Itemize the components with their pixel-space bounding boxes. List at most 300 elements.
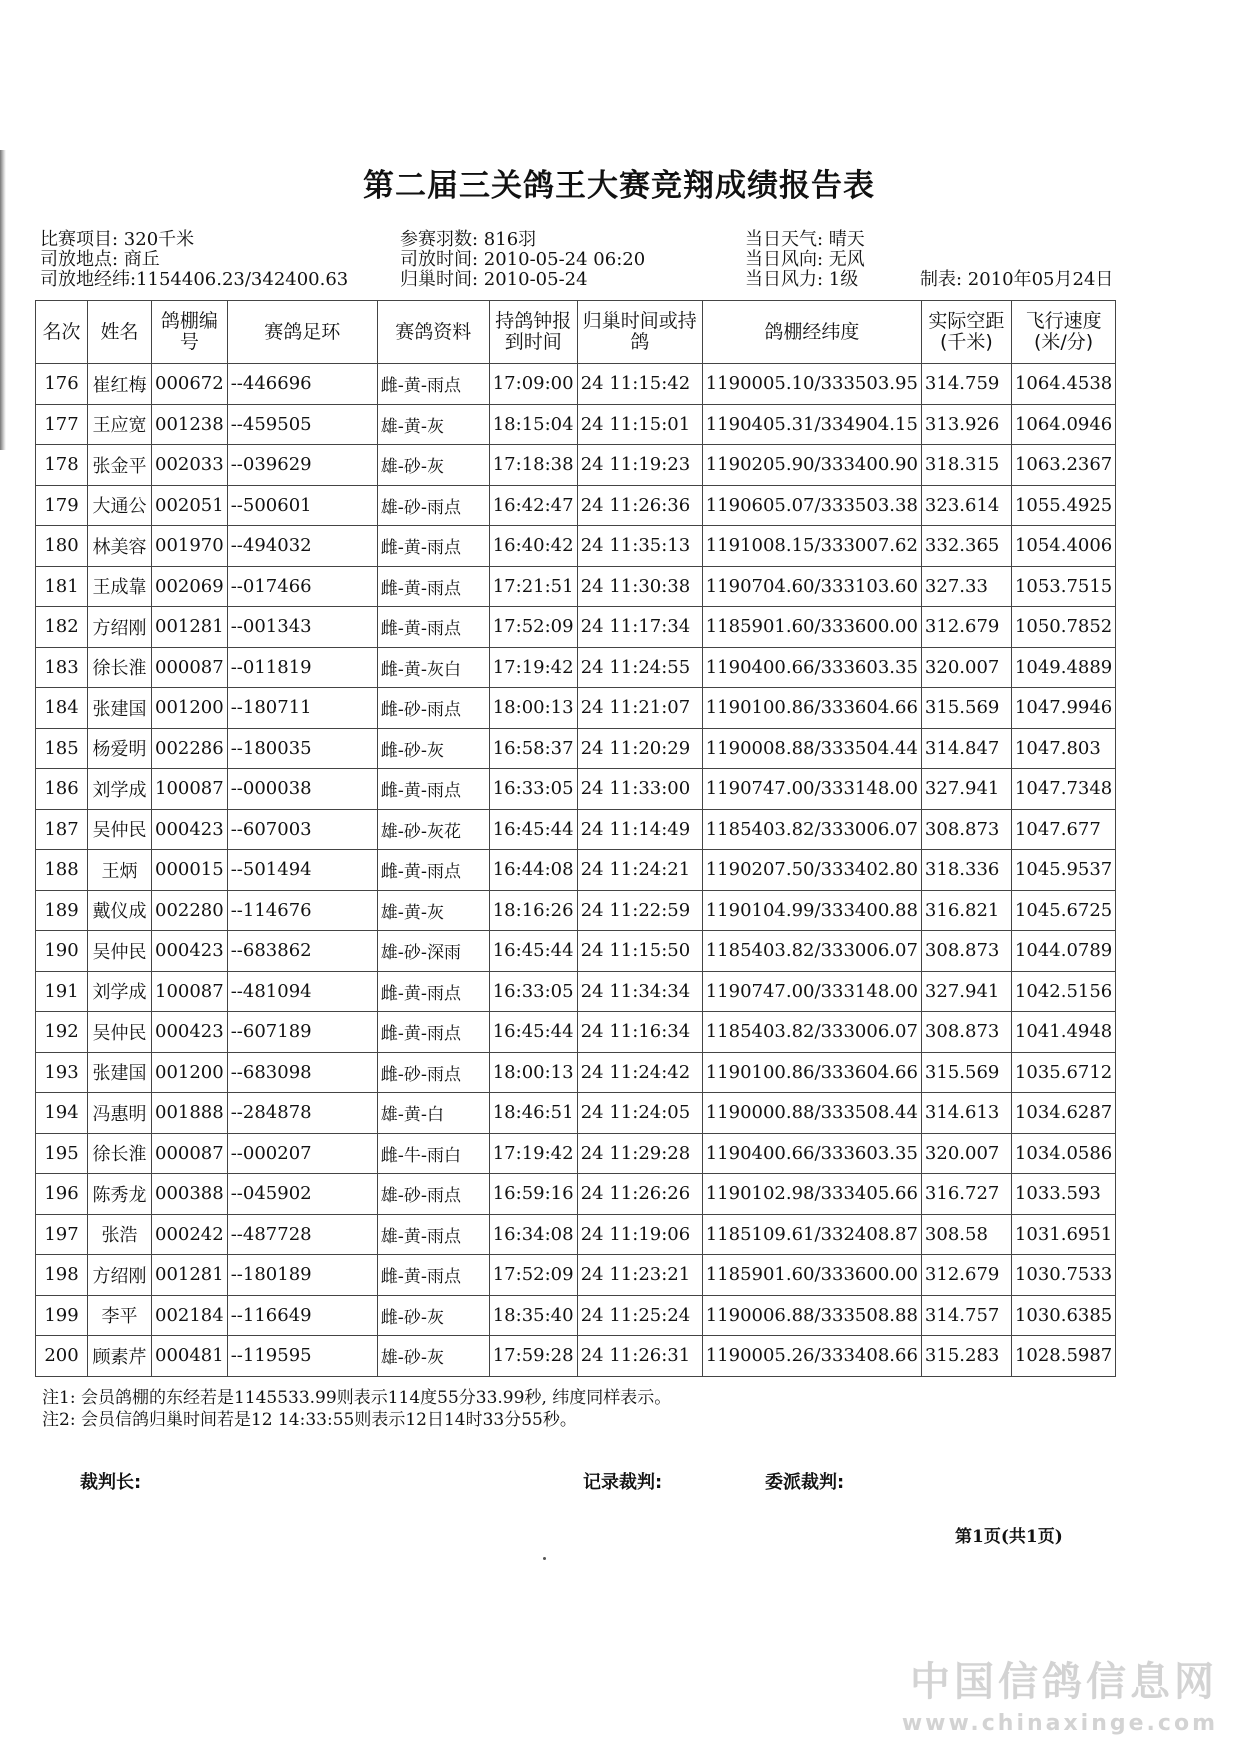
meta-entries: 参赛羽数: 816羽 <box>400 229 537 250</box>
notes <box>42 1387 671 1431</box>
return-time-cell: 24 11:24:05 <box>577 1093 702 1134</box>
pigeon-info-cell: 雌-黄-雨点 <box>377 566 489 607</box>
speed-cell: 1049.4889 <box>1011 647 1115 688</box>
table-row <box>36 1012 1116 1053</box>
ring-cell: --000207 <box>227 1133 377 1174</box>
distance-cell: 315.283 <box>921 1336 1011 1377</box>
distance-cell: 323.614 <box>921 485 1011 526</box>
return-time-cell: 24 11:19:06 <box>577 1214 702 1255</box>
rank-cell: 180 <box>36 526 88 567</box>
coords-cell: 1190747.00/333148.00 <box>702 769 921 810</box>
rank-cell: 181 <box>36 566 88 607</box>
coords-cell: 1191008.15/333007.62 <box>702 526 921 567</box>
ring-cell: --481094 <box>227 971 377 1012</box>
rank-cell: 189 <box>36 890 88 931</box>
loft-id-cell: 100087 <box>152 971 228 1012</box>
table-row <box>36 485 1116 526</box>
name-cell: 顾素芹 <box>88 1336 152 1377</box>
ring-cell: --180711 <box>227 688 377 729</box>
header-coords: 鸽棚经纬度 <box>702 301 921 364</box>
distance-cell: 315.569 <box>921 1052 1011 1093</box>
name-cell: 张金平 <box>88 445 152 486</box>
loft-id-cell: 002184 <box>152 1295 228 1336</box>
clock-time-cell: 17:21:51 <box>489 566 577 607</box>
table-row <box>36 364 1116 405</box>
speed-cell: 1045.6725 <box>1011 890 1115 931</box>
ring-cell: --114676 <box>227 890 377 931</box>
return-time-cell: 24 11:34:34 <box>577 971 702 1012</box>
rank-cell: 192 <box>36 1012 88 1053</box>
loft-id-cell: 000423 <box>152 931 228 972</box>
meta-event: 比赛项目: 320千米 <box>40 229 195 250</box>
distance-cell: 308.873 <box>921 1012 1011 1053</box>
rank-cell: 197 <box>36 1214 88 1255</box>
pigeon-info-cell: 雄-黄-灰 <box>377 890 489 931</box>
return-time-cell: 24 11:15:50 <box>577 931 702 972</box>
return-time-cell: 24 11:23:21 <box>577 1255 702 1296</box>
pigeon-info-cell: 雄-砂-灰花 <box>377 809 489 850</box>
name-cell: 大通公 <box>88 485 152 526</box>
rank-cell: 194 <box>36 1093 88 1134</box>
loft-id-cell: 000242 <box>152 1214 228 1255</box>
speed-cell: 1041.4948 <box>1011 1012 1115 1053</box>
loft-id-cell: 002033 <box>152 445 228 486</box>
distance-cell: 314.757 <box>921 1295 1011 1336</box>
loft-id-cell: 001281 <box>152 607 228 648</box>
distance-cell: 318.336 <box>921 850 1011 891</box>
return-time-cell: 24 11:30:38 <box>577 566 702 607</box>
clock-time-cell: 18:00:13 <box>489 1052 577 1093</box>
header-loft-id: 鸽棚编号 <box>152 301 228 364</box>
speed-cell: 1047.803 <box>1011 728 1115 769</box>
coords-cell: 1190006.88/333508.88 <box>702 1295 921 1336</box>
table-row <box>36 890 1116 931</box>
speed-cell: 1064.0946 <box>1011 404 1115 445</box>
name-cell: 陈秀龙 <box>88 1174 152 1215</box>
header-return-time: 归巢时间或持鸽 <box>577 301 702 364</box>
clock-time-cell: 16:33:05 <box>489 769 577 810</box>
name-cell: 徐长淮 <box>88 1133 152 1174</box>
rank-cell: 193 <box>36 1052 88 1093</box>
note-1: 注1: 会员鸽棚的东经若是1145533.99则表示114度55分33.99秒, 纬度同样表示。 <box>42 1388 672 1408</box>
clock-time-cell: 18:00:13 <box>489 688 577 729</box>
pigeon-info-cell: 雄-砂-雨点 <box>377 485 489 526</box>
meta-wind-force: 当日风力: 1级 <box>745 269 859 290</box>
table-row <box>36 566 1116 607</box>
coords-cell: 1190104.99/333400.88 <box>702 890 921 931</box>
clock-time-cell: 17:59:28 <box>489 1336 577 1377</box>
pigeon-info-cell: 雌-黄-雨点 <box>377 526 489 567</box>
table-row <box>36 1174 1116 1215</box>
pigeon-info-cell: 雄-砂-深雨 <box>377 931 489 972</box>
clock-time-cell: 17:09:00 <box>489 364 577 405</box>
speed-cell: 1033.593 <box>1011 1174 1115 1215</box>
table-row <box>36 809 1116 850</box>
coords-cell: 1190400.66/333603.35 <box>702 647 921 688</box>
rank-cell: 199 <box>36 1295 88 1336</box>
return-time-cell: 24 11:35:13 <box>577 526 702 567</box>
speed-cell: 1055.4925 <box>1011 485 1115 526</box>
loft-id-cell: 100087 <box>152 769 228 810</box>
table-row <box>36 728 1116 769</box>
ring-cell: --001343 <box>227 607 377 648</box>
watermark <box>902 1650 1218 1736</box>
return-time-cell: 24 11:16:34 <box>577 1012 702 1053</box>
distance-cell: 316.727 <box>921 1174 1011 1215</box>
coords-cell: 1190747.00/333148.00 <box>702 971 921 1012</box>
table-row <box>36 971 1116 1012</box>
return-time-cell: 24 11:26:36 <box>577 485 702 526</box>
distance-cell: 313.926 <box>921 404 1011 445</box>
rank-cell: 191 <box>36 971 88 1012</box>
header-ring: 赛鸽足环 <box>227 301 377 364</box>
return-time-cell: 24 11:19:23 <box>577 445 702 486</box>
ring-cell: --119595 <box>227 1336 377 1377</box>
table-row <box>36 607 1116 648</box>
name-cell: 崔红梅 <box>88 364 152 405</box>
distance-cell: 332.365 <box>921 526 1011 567</box>
clock-time-cell: 16:40:42 <box>489 526 577 567</box>
rank-cell: 184 <box>36 688 88 729</box>
meta-column-1 <box>40 230 348 290</box>
rank-cell: 183 <box>36 647 88 688</box>
coords-cell: 1190000.88/333508.44 <box>702 1093 921 1134</box>
loft-id-cell: 000087 <box>152 647 228 688</box>
return-time-cell: 24 11:21:07 <box>577 688 702 729</box>
pigeon-info-cell: 雌-黄-雨点 <box>377 607 489 648</box>
pigeon-info-cell: 雌-黄-雨点 <box>377 1255 489 1296</box>
ring-cell: --017466 <box>227 566 377 607</box>
coords-cell: 1190005.10/333503.95 <box>702 364 921 405</box>
meta-return-date: 归巢时间: 2010-05-24 <box>400 269 588 290</box>
table-row <box>36 769 1116 810</box>
loft-id-cell: 001970 <box>152 526 228 567</box>
speed-cell: 1047.677 <box>1011 809 1115 850</box>
pigeon-info-cell: 雌-砂-雨点 <box>377 688 489 729</box>
page-number: 第1页(共1页) <box>955 1527 1063 1547</box>
speed-cell: 1064.4538 <box>1011 364 1115 405</box>
pigeon-info-cell: 雄-砂-灰 <box>377 1336 489 1377</box>
distance-cell: 320.007 <box>921 647 1011 688</box>
distance-cell: 320.007 <box>921 1133 1011 1174</box>
distance-cell: 312.679 <box>921 607 1011 648</box>
name-cell: 方绍刚 <box>88 607 152 648</box>
name-cell: 李平 <box>88 1295 152 1336</box>
pigeon-info-cell: 雌-牛-雨白 <box>377 1133 489 1174</box>
clock-time-cell: 16:45:44 <box>489 1012 577 1053</box>
coords-cell: 1190405.31/334904.15 <box>702 404 921 445</box>
table-row <box>36 688 1116 729</box>
return-time-cell: 24 11:22:59 <box>577 890 702 931</box>
speed-cell: 1034.0586 <box>1011 1133 1115 1174</box>
distance-cell: 327.33 <box>921 566 1011 607</box>
table-row <box>36 1052 1116 1093</box>
ring-cell: --487728 <box>227 1214 377 1255</box>
ring-cell: --180189 <box>227 1255 377 1296</box>
rank-cell: 187 <box>36 809 88 850</box>
distance-cell: 315.569 <box>921 688 1011 729</box>
pigeon-info-cell: 雌-黄-雨点 <box>377 364 489 405</box>
name-cell: 杨爱明 <box>88 728 152 769</box>
coords-cell: 1185109.61/332408.87 <box>702 1214 921 1255</box>
clock-time-cell: 16:59:16 <box>489 1174 577 1215</box>
name-cell: 张浩 <box>88 1214 152 1255</box>
meta-release-coords: 司放地经纬:1154406.23/342400.63 <box>40 269 349 290</box>
name-cell: 王成靠 <box>88 566 152 607</box>
signature-recorder: 记录裁判: <box>583 1472 663 1493</box>
speed-cell: 1035.6712 <box>1011 1052 1115 1093</box>
table-header-row <box>36 301 1116 364</box>
name-cell: 吴仲民 <box>88 931 152 972</box>
distance-cell: 314.847 <box>921 728 1011 769</box>
ring-cell: --607003 <box>227 809 377 850</box>
distance-cell: 318.315 <box>921 445 1011 486</box>
name-cell: 戴仪成 <box>88 890 152 931</box>
name-cell: 徐长淮 <box>88 647 152 688</box>
name-cell: 张建国 <box>88 1052 152 1093</box>
name-cell: 方绍刚 <box>88 1255 152 1296</box>
ring-cell: --501494 <box>227 850 377 891</box>
clock-time-cell: 17:19:42 <box>489 1133 577 1174</box>
return-time-cell: 24 11:29:28 <box>577 1133 702 1174</box>
name-cell: 王炳 <box>88 850 152 891</box>
table-row <box>36 1336 1116 1377</box>
clock-time-cell: 16:33:05 <box>489 971 577 1012</box>
loft-id-cell: 001200 <box>152 1052 228 1093</box>
header-speed: 飞行速度(米/分) <box>1011 301 1115 364</box>
loft-id-cell: 001200 <box>152 688 228 729</box>
loft-id-cell: 000388 <box>152 1174 228 1215</box>
loft-id-cell: 001281 <box>152 1255 228 1296</box>
watermark-url: www.chinaxinge.com <box>901 1711 1218 1736</box>
table-row <box>36 526 1116 567</box>
return-time-cell: 24 11:14:49 <box>577 809 702 850</box>
ring-cell: --459505 <box>227 404 377 445</box>
loft-id-cell: 001888 <box>152 1093 228 1134</box>
pigeon-info-cell: 雌-砂-灰 <box>377 728 489 769</box>
signature-delegate: 委派裁判: <box>765 1472 845 1493</box>
meta-release-place: 司放地点: 商丘 <box>40 249 160 270</box>
return-time-cell: 24 11:24:42 <box>577 1052 702 1093</box>
rank-cell: 200 <box>36 1336 88 1377</box>
pigeon-info-cell: 雄-黄-雨点 <box>377 1214 489 1255</box>
name-cell: 吴仲民 <box>88 1012 152 1053</box>
clock-time-cell: 16:45:44 <box>489 931 577 972</box>
coords-cell: 1190100.86/333604.66 <box>702 688 921 729</box>
speed-cell: 1028.5987 <box>1011 1336 1115 1377</box>
ring-cell: --683862 <box>227 931 377 972</box>
ring-cell: --116649 <box>227 1295 377 1336</box>
rank-cell: 178 <box>36 445 88 486</box>
coords-cell: 1190207.50/333402.80 <box>702 850 921 891</box>
table-row <box>36 1133 1116 1174</box>
header-clock-time: 持鸽钟报到时间 <box>489 301 577 364</box>
ring-cell: --494032 <box>227 526 377 567</box>
distance-cell: 308.873 <box>921 809 1011 850</box>
ring-cell: --607189 <box>227 1012 377 1053</box>
loft-id-cell: 002069 <box>152 566 228 607</box>
return-time-cell: 24 11:25:24 <box>577 1295 702 1336</box>
clock-time-cell: 16:58:37 <box>489 728 577 769</box>
speed-cell: 1047.7348 <box>1011 769 1115 810</box>
distance-cell: 308.873 <box>921 931 1011 972</box>
distance-cell: 314.759 <box>921 364 1011 405</box>
loft-id-cell: 002286 <box>152 728 228 769</box>
coords-cell: 1185403.82/333006.07 <box>702 809 921 850</box>
rank-cell: 179 <box>36 485 88 526</box>
header-rank: 名次 <box>36 301 88 364</box>
distance-cell: 314.613 <box>921 1093 1011 1134</box>
clock-time-cell: 17:18:38 <box>489 445 577 486</box>
meta-column-3 <box>745 230 865 290</box>
signature-chief-judge: 裁判长: <box>80 1472 142 1493</box>
coords-cell: 1190205.90/333400.90 <box>702 445 921 486</box>
watermark-site-name: 中国信鸽信息网 <box>910 1659 1218 1705</box>
clock-time-cell: 16:45:44 <box>489 809 577 850</box>
return-time-cell: 24 11:26:26 <box>577 1174 702 1215</box>
pigeon-info-cell: 雄-砂-灰 <box>377 445 489 486</box>
meta-weather: 当日天气: 晴天 <box>745 229 865 250</box>
ring-cell: --045902 <box>227 1174 377 1215</box>
ring-cell: --011819 <box>227 647 377 688</box>
rank-cell: 182 <box>36 607 88 648</box>
coords-cell: 1185901.60/333600.00 <box>702 1255 921 1296</box>
ring-cell: --000038 <box>227 769 377 810</box>
meta-wind-direction: 当日风向: 无风 <box>745 249 865 270</box>
coords-cell: 1190100.86/333604.66 <box>702 1052 921 1093</box>
header-distance: 实际空距(千米) <box>921 301 1011 364</box>
ring-cell: --683098 <box>227 1052 377 1093</box>
speed-cell: 1054.4006 <box>1011 526 1115 567</box>
note-2: 注2: 会员信鸽归巢时间若是12 14:33:55则表示12日14时33分55秒。 <box>42 1410 577 1430</box>
pigeon-info-cell: 雄-黄-灰 <box>377 404 489 445</box>
name-cell: 冯惠明 <box>88 1093 152 1134</box>
name-cell: 刘学成 <box>88 971 152 1012</box>
pigeon-info-cell: 雌-砂-灰 <box>377 1295 489 1336</box>
speed-cell: 1031.6951 <box>1011 1214 1115 1255</box>
rank-cell: 188 <box>36 850 88 891</box>
coords-cell: 1185403.82/333006.07 <box>702 931 921 972</box>
meta-release-time: 司放时间: 2010-05-24 06:20 <box>400 249 646 270</box>
scan-speck <box>543 1557 546 1560</box>
clock-time-cell: 18:35:40 <box>489 1295 577 1336</box>
return-time-cell: 24 11:15:01 <box>577 404 702 445</box>
name-cell: 王应宽 <box>88 404 152 445</box>
loft-id-cell: 000423 <box>152 1012 228 1053</box>
return-time-cell: 24 11:24:55 <box>577 647 702 688</box>
distance-cell: 327.941 <box>921 769 1011 810</box>
header-pigeon-info: 赛鸽资料 <box>377 301 489 364</box>
table-row <box>36 647 1116 688</box>
speed-cell: 1047.9946 <box>1011 688 1115 729</box>
loft-id-cell: 000481 <box>152 1336 228 1377</box>
ring-cell: --284878 <box>227 1093 377 1134</box>
table-row <box>36 1093 1116 1134</box>
meta-table-date: 制表: 2010年05月24日 <box>920 269 1114 290</box>
name-cell: 吴仲民 <box>88 809 152 850</box>
rank-cell: 177 <box>36 404 88 445</box>
pigeon-info-cell: 雌-黄-雨点 <box>377 850 489 891</box>
speed-cell: 1045.9537 <box>1011 850 1115 891</box>
meta-column-2 <box>400 230 645 290</box>
clock-time-cell: 18:16:26 <box>489 890 577 931</box>
pigeon-info-cell: 雄-砂-雨点 <box>377 1174 489 1215</box>
coords-cell: 1190005.26/333408.66 <box>702 1336 921 1377</box>
return-time-cell: 24 11:33:00 <box>577 769 702 810</box>
pigeon-info-cell: 雌-砂-雨点 <box>377 1052 489 1093</box>
clock-time-cell: 16:44:08 <box>489 850 577 891</box>
table-row <box>36 445 1116 486</box>
rank-cell: 196 <box>36 1174 88 1215</box>
distance-cell: 308.58 <box>921 1214 1011 1255</box>
loft-id-cell: 000672 <box>152 364 228 405</box>
clock-time-cell: 16:42:47 <box>489 485 577 526</box>
speed-cell: 1050.7852 <box>1011 607 1115 648</box>
pigeon-info-cell: 雌-黄-雨点 <box>377 971 489 1012</box>
distance-cell: 316.821 <box>921 890 1011 931</box>
clock-time-cell: 17:19:42 <box>489 647 577 688</box>
table-row <box>36 1295 1116 1336</box>
speed-cell: 1030.6385 <box>1011 1295 1115 1336</box>
rank-cell: 186 <box>36 769 88 810</box>
header-name: 姓名 <box>88 301 152 364</box>
page-title: 第二届三关鸽王大赛竞翔成绩报告表 <box>363 168 875 204</box>
coords-cell: 1190704.60/333103.60 <box>702 566 921 607</box>
speed-cell: 1044.0789 <box>1011 931 1115 972</box>
speed-cell: 1053.7515 <box>1011 566 1115 607</box>
name-cell: 张建国 <box>88 688 152 729</box>
distance-cell: 327.941 <box>921 971 1011 1012</box>
speed-cell: 1034.6287 <box>1011 1093 1115 1134</box>
rank-cell: 176 <box>36 364 88 405</box>
clock-time-cell: 17:52:09 <box>489 607 577 648</box>
loft-id-cell: 001238 <box>152 404 228 445</box>
pigeon-info-cell: 雌-黄-雨点 <box>377 1012 489 1053</box>
loft-id-cell: 002051 <box>152 485 228 526</box>
coords-cell: 1185403.82/333006.07 <box>702 1012 921 1053</box>
results-table <box>35 300 1116 1377</box>
return-time-cell: 24 11:17:34 <box>577 607 702 648</box>
return-time-cell: 24 11:15:42 <box>577 364 702 405</box>
clock-time-cell: 16:34:08 <box>489 1214 577 1255</box>
coords-cell: 1190102.98/333405.66 <box>702 1174 921 1215</box>
speed-cell: 1042.5156 <box>1011 971 1115 1012</box>
name-cell: 林美容 <box>88 526 152 567</box>
coords-cell: 1190605.07/333503.38 <box>702 485 921 526</box>
rank-cell: 190 <box>36 931 88 972</box>
name-cell: 刘学成 <box>88 769 152 810</box>
speed-cell: 1063.2367 <box>1011 445 1115 486</box>
ring-cell: --180035 <box>227 728 377 769</box>
clock-time-cell: 18:46:51 <box>489 1093 577 1134</box>
coords-cell: 1185901.60/333600.00 <box>702 607 921 648</box>
rank-cell: 195 <box>36 1133 88 1174</box>
ring-cell: --039629 <box>227 445 377 486</box>
pigeon-info-cell: 雌-黄-雨点 <box>377 769 489 810</box>
pigeon-info-cell: 雌-黄-灰白 <box>377 647 489 688</box>
rank-cell: 198 <box>36 1255 88 1296</box>
return-time-cell: 24 11:20:29 <box>577 728 702 769</box>
clock-time-cell: 17:52:09 <box>489 1255 577 1296</box>
table-row <box>36 1214 1116 1255</box>
loft-id-cell: 000015 <box>152 850 228 891</box>
ring-cell: --446696 <box>227 364 377 405</box>
speed-cell: 1030.7533 <box>1011 1255 1115 1296</box>
rank-cell: 185 <box>36 728 88 769</box>
coords-cell: 1190008.88/333504.44 <box>702 728 921 769</box>
loft-id-cell: 000087 <box>152 1133 228 1174</box>
coords-cell: 1190400.66/333603.35 <box>702 1133 921 1174</box>
